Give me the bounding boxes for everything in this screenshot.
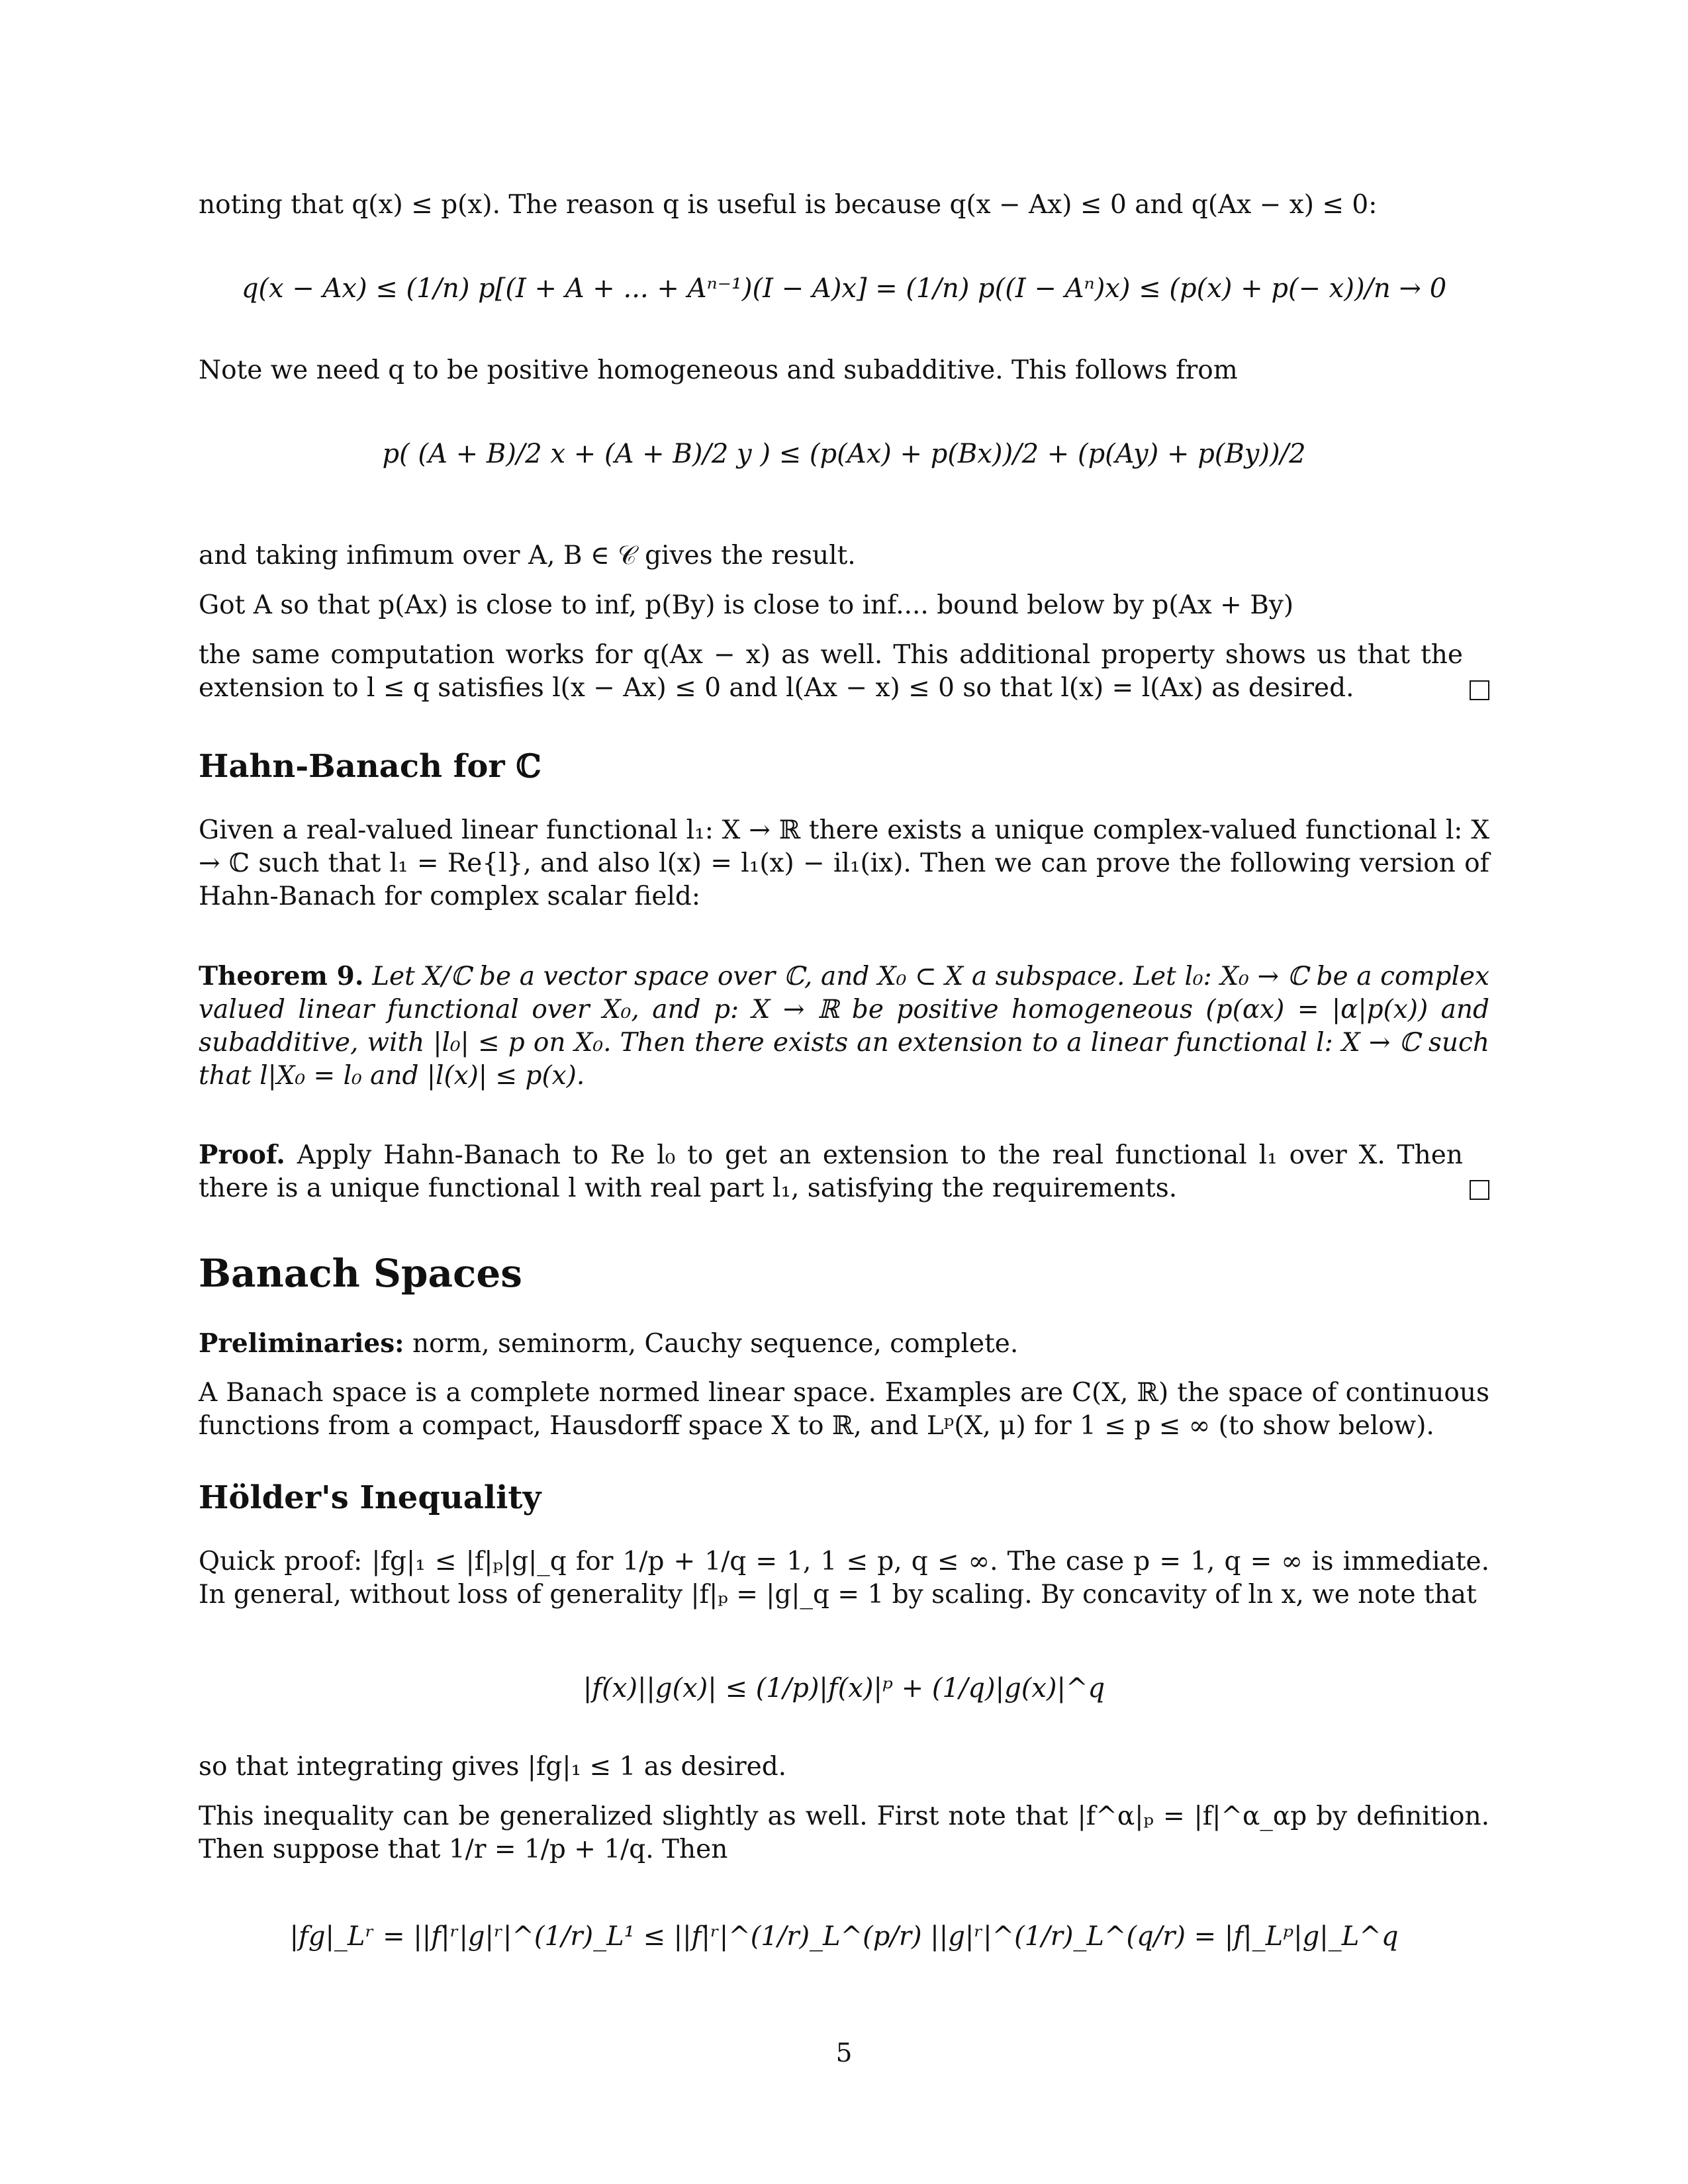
proof-label: Proof. — [199, 1140, 285, 1170]
preliminaries-body: norm, seminorm, Cauchy sequence, complete. — [412, 1329, 1019, 1359]
proof-body: Apply Hahn-Banach to Re l₀ to get an extension to the real functional l₁ over X. Then there is a unique functional l with real part l₁, satisfying the requirements. — [199, 1140, 1463, 1203]
proof-paragraph — [199, 1138, 1463, 1205]
same-computation-paragraph: the same computation works for q(Ax − x) as well. This additional property shows us that the extension to l ≤ q satisfies l(x − Ax) ≤ 0 and l(Ax − x) ≤ 0 so that l(x) = l(Ax) as desired. — [199, 640, 1463, 703]
got-line: Got A so that p(Ax) is close to inf, p(By) is close to inf.... bound below by p(Ax + By) — [199, 590, 1294, 620]
page-number: 5 — [835, 2038, 853, 2068]
equation-young: |f(x)||g(x)| ≤ (1/p)|f(x)|ᵖ + (1/q)|g(x)|^q — [583, 1673, 1105, 1704]
qed-box — [1470, 680, 1489, 700]
equation-subadditive: p( (A + B)/2 x + (A + B)/2 y ) ≤ (p(Ax) + p(Bx))/2 + (p(Ay) + p(By))/2 — [382, 439, 1306, 469]
intro-line: noting that q(x) ≤ p(x). The reason q is useful is because q(x − Ax) ≤ 0 and q(Ax − x) ≤ 0: — [199, 190, 1378, 220]
equation-q-bound: q(x − Ax) ≤ (1/n) p[(I + A + ... + Aⁿ⁻¹)(I − A)x] = (1/n) p((I − Aⁿ)x) ≤ (p(x) + p(− x))/n → 0 — [241, 273, 1447, 304]
theorem-9 — [199, 960, 1489, 1093]
heading-holder: Hölder's Inequality — [199, 1479, 541, 1516]
qed-box — [1470, 1180, 1489, 1200]
theorem-label: Theorem 9. — [199, 961, 364, 991]
holder-quick-proof: Quick proof: |fg|₁ ≤ |f|ₚ|g|_q for 1/p + 1/q = 1, 1 ≤ p, q ≤ ∞. The case p = 1, q = ∞ is immediate. In general, without loss of generality |f|ₚ = |g|_q = 1 by scaling. By concavity of ln x, we note that — [199, 1547, 1489, 1610]
heading-hahn-banach-complex: Hahn-Banach for ℂ — [199, 748, 541, 785]
banach-definition: A Banach space is a complete normed linear space. Examples are C(X, ℝ) the space of continuous functions from a compact, Hausdorff space X to ℝ, and Lᵖ(X, μ) for 1 ≤ p ≤ ∞ (to show below). — [199, 1378, 1489, 1441]
hahn-banach-intro: Given a real-valued linear functional l₁: X → ℝ there exists a unique complex-valued functional l: X → ℂ such that l₁ = Re{l}, and also l(x) = l₁(x) − il₁(ix). Then we can prove the following version of Hahn-Banach for complex scalar field: — [199, 815, 1489, 911]
note-homogeneous: Note we need q to be positive homogeneous and subadditive. This follows from — [199, 355, 1238, 385]
generalization-paragraph: This inequality can be generalized slightly as well. First note that |f^α|ₚ = |f|^α_αp by definition. Then suppose that 1/r = 1/p + 1/q. Then — [199, 1801, 1489, 1864]
preliminaries-line — [199, 1327, 1489, 1361]
theorem-body: Let X/ℂ be a vector space over ℂ, and X₀ ⊂ X a subspace. Let l₀: X₀ → ℂ be a complex valued linear functional over X₀, and p: X → ℝ be positive homogeneous (p(αx) = |α|p(x)) and subadditive, with |l₀| ≤ p on X₀. Then there exists an extension to a linear functional l: X → ℂ such that l|X₀ = l₀ and |l(x)| ≤ p(x). — [199, 962, 1489, 1091]
integrating-line: so that integrating gives |fg|₁ ≤ 1 as desired. — [199, 1752, 787, 1782]
preliminaries-label: Preliminaries: — [199, 1328, 404, 1359]
infimum-line: and taking infimum over A, B ∈ 𝒞 gives the result. — [199, 541, 856, 570]
heading-banach-spaces: Banach Spaces — [199, 1251, 522, 1296]
equation-generalized-holder: |fg|_Lʳ = ||f|ʳ|g|ʳ|^(1/r)_L¹ ≤ ||f|ʳ|^(1/r)_L^(p/r) ||g|ʳ|^(1/r)_L^(q/r) = |f|_Lᵖ|g|_L^q — [289, 1921, 1399, 1952]
